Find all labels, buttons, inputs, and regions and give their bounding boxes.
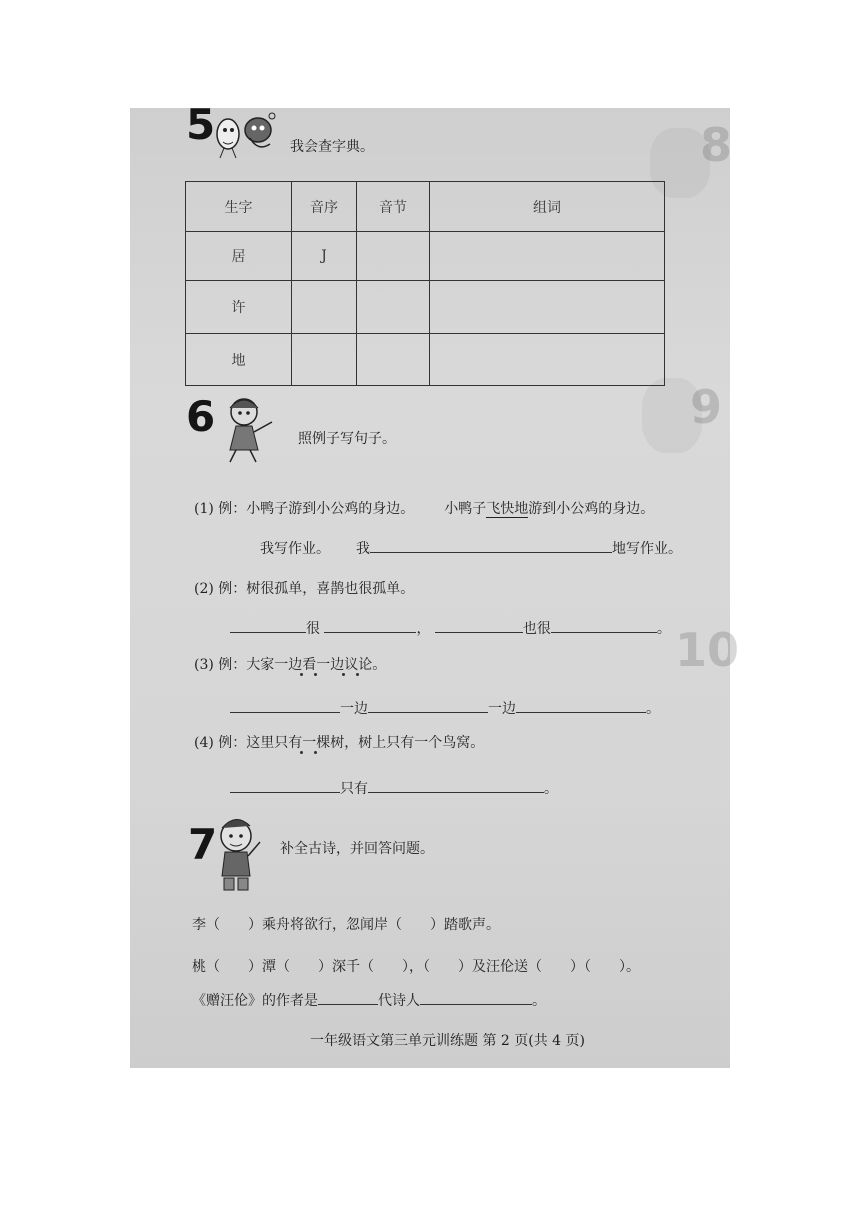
- answer-blank[interactable]: [551, 618, 657, 633]
- poem-question: [192, 990, 546, 1010]
- task-text: 一边: [340, 701, 368, 717]
- example-text: 小鸭子: [444, 501, 487, 517]
- question-2-example: (2) 例：树很孤单，喜鹊也很孤单。: [194, 581, 415, 597]
- question-3-task: [230, 698, 660, 718]
- answer-blank[interactable]: [368, 698, 488, 713]
- emphasis-dot: [342, 673, 345, 676]
- ghost-number-9: 9: [690, 380, 723, 434]
- section-number: 7: [188, 820, 218, 869]
- worksheet-page: [130, 100, 740, 1068]
- question-text: 《赠汪伦》的作者是: [192, 993, 318, 1009]
- table-cell[interactable]: [430, 281, 665, 334]
- question-4-task: [230, 778, 558, 798]
- answer-blank[interactable]: [370, 538, 612, 553]
- emphasis-dot: [300, 751, 303, 754]
- table-cell[interactable]: [430, 334, 665, 386]
- answer-blank[interactable]: [230, 698, 340, 713]
- table-header-cell: 生字: [186, 182, 292, 232]
- answer-blank[interactable]: [318, 990, 378, 1005]
- table-cell[interactable]: [357, 334, 430, 386]
- section-number: 6: [186, 392, 216, 441]
- table-row: [186, 334, 665, 386]
- poem-line-1[interactable]: 李（ ）乘舟将欲行，忽闻岸（ ）踏歌声。: [192, 917, 500, 933]
- table-row: [186, 232, 665, 281]
- table-cell[interactable]: [430, 232, 665, 281]
- table-cell[interactable]: [357, 232, 430, 281]
- section-number: 5: [186, 100, 216, 149]
- question-3-example: (3) 例：大家一边看一边议论。: [194, 657, 387, 673]
- table-cell[interactable]: [357, 281, 430, 334]
- page-footer: 一年级语文第三单元训练题 第 2 页(共 4 页): [310, 1033, 585, 1049]
- ghost-illustration: [642, 378, 702, 453]
- task-text: 。: [544, 781, 558, 797]
- table-cell: 地: [186, 334, 292, 386]
- task-text: 很: [306, 621, 320, 637]
- ghost-number-10: 10: [675, 623, 740, 677]
- question-1-task: [260, 538, 682, 558]
- answer-blank[interactable]: [420, 990, 532, 1005]
- table-cell: J: [292, 232, 357, 281]
- table-cell[interactable]: [292, 334, 357, 386]
- dictionary-table: [185, 181, 665, 386]
- example-text: (1) 例：小鸭子游到小公鸡的身边。: [194, 501, 415, 517]
- emphasis-dot: [314, 751, 317, 754]
- emphasis-dot: [300, 673, 303, 676]
- section-heading: 我会查字典。: [290, 139, 374, 155]
- ghost-number-8: 8: [700, 118, 733, 172]
- answer-blank[interactable]: [435, 618, 523, 633]
- question-2-task: [230, 618, 671, 638]
- task-text: ，: [416, 621, 431, 637]
- table-header-cell: 组词: [430, 182, 665, 232]
- task-text: 一边: [488, 701, 516, 717]
- answer-blank[interactable]: [324, 618, 416, 633]
- table-header-cell: 音节: [357, 182, 430, 232]
- answer-blank[interactable]: [516, 698, 646, 713]
- answer-blank[interactable]: [230, 778, 340, 793]
- cartoon-girl-icon: [218, 392, 278, 466]
- task-text: 我: [356, 541, 370, 557]
- question-text: 。: [532, 993, 546, 1009]
- question-1-example: [194, 498, 654, 518]
- task-text: 也很: [522, 621, 551, 637]
- example-text: 游到小公鸡的身边。: [528, 501, 655, 517]
- section-heading: 照例子写句子。: [298, 431, 396, 447]
- cartoon-boy-icon: [216, 814, 266, 896]
- emphasis-dot: [356, 673, 359, 676]
- underlined-word: 飞快地: [486, 501, 529, 517]
- task-text: 我写作业。: [260, 541, 330, 557]
- table-row: [186, 281, 665, 334]
- task-text: 只有: [340, 781, 368, 797]
- question-4-example: (4) 例：这里只有一棵树，树上只有一个鸟窝。: [194, 735, 485, 751]
- table-header-cell: 音序: [292, 182, 357, 232]
- emphasis-dot: [314, 673, 317, 676]
- task-text: 。: [646, 701, 660, 717]
- question-text: 代诗人: [378, 993, 420, 1009]
- task-text: 。: [656, 621, 671, 637]
- table-header-row: [186, 182, 665, 232]
- answer-blank[interactable]: [368, 778, 544, 793]
- answer-blank[interactable]: [230, 618, 306, 633]
- poem-line-2[interactable]: 桃（ ）潭（ ）深千（ ），（ ）及汪伦送（ ）（ ）。: [192, 959, 640, 975]
- table-cell: 居: [186, 232, 292, 281]
- table-cell: 许: [186, 281, 292, 334]
- task-text: 地写作业。: [612, 541, 682, 557]
- cartoon-characters-icon: [210, 108, 280, 162]
- table-cell[interactable]: [292, 281, 357, 334]
- section-heading: 补全古诗，并回答问题。: [280, 841, 434, 857]
